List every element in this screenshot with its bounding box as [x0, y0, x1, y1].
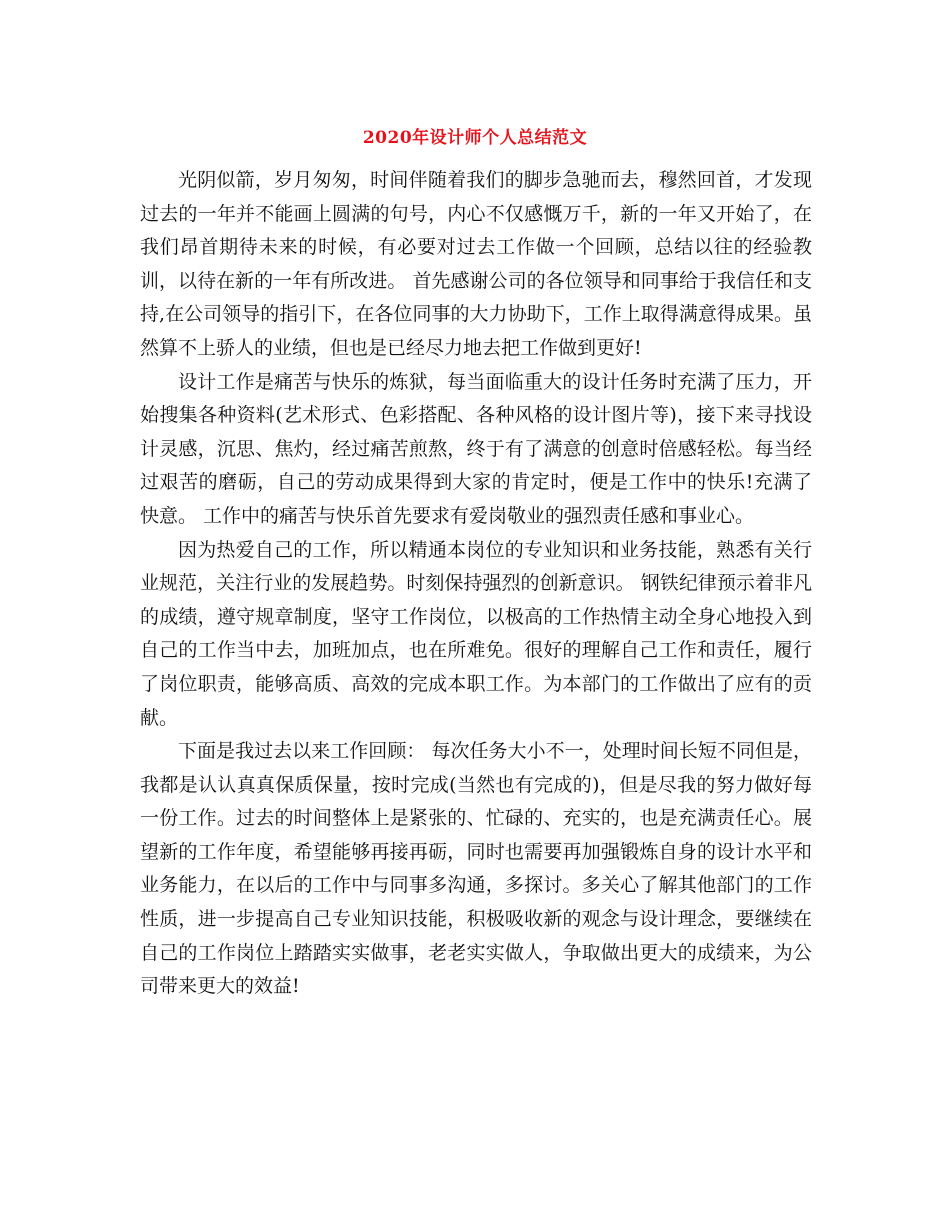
paragraph: 光阴似箭，岁月匆匆，时间伴随着我们的脚步急驰而去，穆然回首，才发现过去的一年并不能画上圆满的句号，内心不仅感慨万千，新的一年又开始了，在我们昂首期待未来的时候，有必要对过去工作做一个回顾，总结以往的经验教训，以待在新的一年有所改进。 首先感谢公司的各位领导和同事给于我信任和支持,在公司领导的指引下，在各位同事的大力协助下，工作上取得满意得成果。虽然算不上骄人的业绩，但也是已经尽力地去把工作做到更好!: [140, 169, 812, 359]
paragraph: 因为热爱自己的工作，所以精通本岗位的专业知识和业务技能，熟悉有关行业规范，关注行业的发展趋势。时刻保持强烈的创新意识。 钢铁纪律预示着非凡的成绩，遵守规章制度，坚守工作岗位，以极高的工作热情主动全身心地投入到自己的工作当中去，加班加点，也在所难免。很好的理解自己工作和责任，履行了岗位职责，能够高质、高效的完成本职工作。为本部门的工作做出了应有的贡献。: [140, 538, 812, 729]
document-title: 2020年设计师个人总结范文: [362, 128, 588, 148]
paragraph: 下面是我过去以来工作回顾： 每次任务大小不一，处理时间长短不同但是，我都是认认真真保质保量，按时完成(当然也有完成的)，但是尽我的努力做好每一份工作。过去的时间整体上是紧张的、忙碌的、充实的，也是充满责任心。展望新的工作年度，希望能够再接再砺，同时也需要再加强锻炼自身的设计水平和业务能力，在以后的工作中与同事多沟通，多探讨。多关心了解其他部门的工作性质，进一步提高自己专业知识技能，积极吸收新的观念与设计理念，要继续在自己的工作岗位上踏踏实实做事，老老实实做人，争取做出更大的成绩来，为公司带来更大的效益!: [140, 740, 812, 998]
document-body: [140, 164, 812, 1004]
paragraph: 设计工作是痛苦与快乐的炼狱，每当面临重大的设计任务时充满了压力，开始搜集各种资料(艺术形式、色彩搭配、各种风格的设计图片等)，接下来寻找设计灵感，沉思、焦灼，经过痛苦煎熬，终于有了满意的创意时倍感轻松。每当经过艰苦的磨砺，自己的劳动成果得到大家的肯定时，便是工作中的快乐!充满了快意。 工作中的痛苦与快乐首先要求有爱岗敬业的强烈责任感和事业心。: [140, 370, 812, 527]
